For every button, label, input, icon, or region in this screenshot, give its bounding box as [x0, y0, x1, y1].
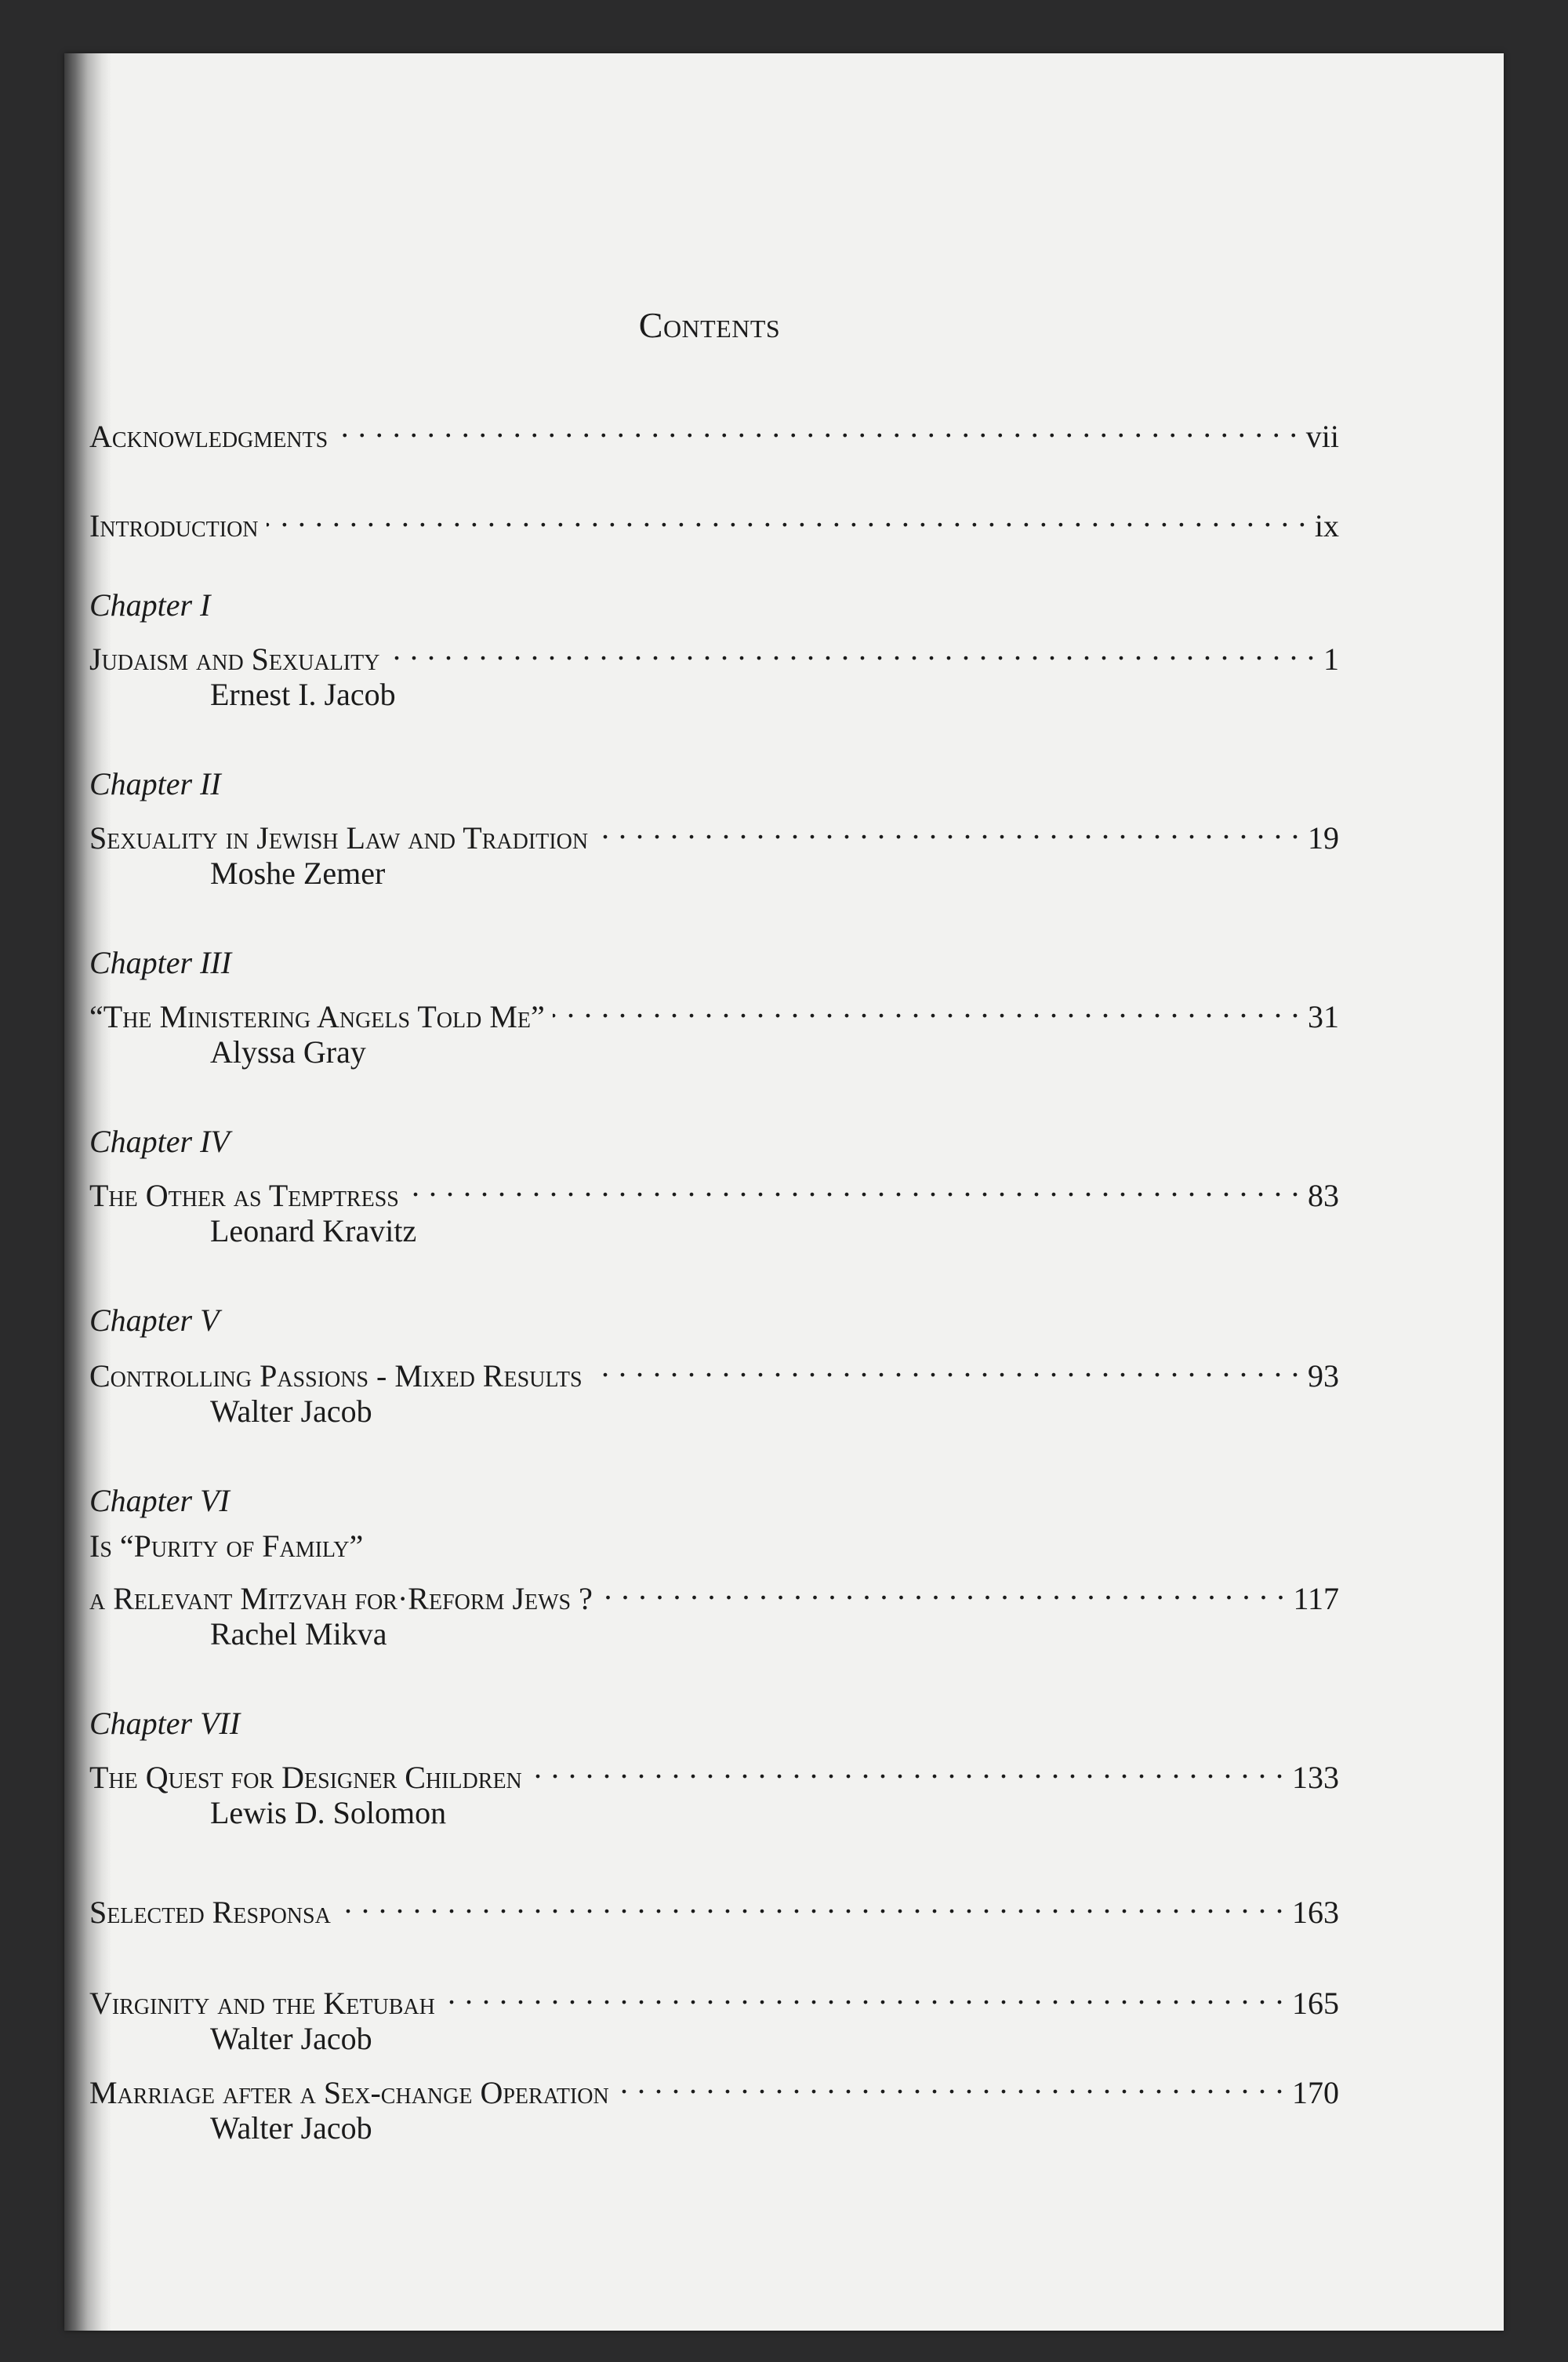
chapter-author: Leonard Kravitz: [210, 1213, 417, 1248]
dot-leader: [530, 1747, 1284, 1788]
dot-leader: [596, 808, 1300, 849]
toc-entry-title: Controlling Passions - Mixed Results: [89, 1358, 583, 1394]
toc-page-number: 133: [1292, 1760, 1339, 1795]
toc-entry-virginity-ketubah[interactable]: [89, 1973, 1339, 2024]
toc-entry-chapter-2[interactable]: [89, 808, 1339, 859]
toc-page-number: 117: [1293, 1581, 1339, 1616]
toc-entry-chapter-7[interactable]: [89, 1747, 1339, 1798]
chapter-label: Chapter I: [89, 587, 211, 623]
dot-leader: [617, 2062, 1284, 2103]
toc-entry-title: Virginity and the Ketubah: [89, 1986, 435, 2021]
toc-page-number: 19: [1308, 820, 1339, 856]
chapter-author: Walter Jacob: [210, 1394, 372, 1429]
dot-leader: [590, 1346, 1300, 1386]
toc-entry-title: The Quest for Designer Children: [89, 1760, 522, 1795]
toc-entry-title: Acknowledgments: [89, 419, 328, 454]
dot-leader: [407, 1165, 1300, 1206]
toc-entry-title: “The Ministering Angels Told Me”: [89, 999, 545, 1034]
responsum-author: Walter Jacob: [210, 2021, 372, 2056]
toc-page-number: 83: [1308, 1178, 1339, 1213]
toc-entry-chapter-1[interactable]: [89, 629, 1339, 680]
toc-page-number: 170: [1292, 2075, 1339, 2110]
toc-page-number: ix: [1314, 508, 1339, 543]
toc-entry-introduction[interactable]: [89, 496, 1339, 547]
toc-page-number: 93: [1308, 1358, 1339, 1394]
toc-entry-title: The Other as Temptress: [89, 1178, 399, 1213]
chapter-author: Rachel Mikva: [210, 1616, 387, 1652]
dot-leader: [267, 496, 1307, 536]
chapter-label: Chapter VII: [89, 1706, 241, 1741]
dot-leader: [339, 1882, 1284, 1923]
dot-leader: [553, 987, 1300, 1027]
toc-entry-chapter-4[interactable]: [89, 1165, 1339, 1216]
dot-leader: [443, 1973, 1284, 2014]
dot-leader: [601, 1568, 1286, 1609]
toc-page-number: 1: [1323, 641, 1339, 677]
chapter-author: Alyssa Gray: [210, 1034, 366, 1070]
chapter-author: Lewis D. Solomon: [210, 1795, 447, 1830]
chapter-author: Ernest I. Jacob: [210, 677, 396, 712]
dot-leader: [336, 406, 1298, 447]
toc-entry-title: a Relevant Mitzvah for·Reform Jews ?: [89, 1581, 593, 1616]
toc-page-number: 163: [1292, 1895, 1339, 1930]
toc-entry-selected-responsa[interactable]: [89, 1882, 1339, 1933]
responsum-author: Walter Jacob: [210, 2110, 372, 2146]
toc-entry-title: Sexuality in Jewish Law and Tradition: [89, 820, 589, 856]
chapter-author: Moshe Zemer: [210, 856, 386, 891]
chapter-label: Chapter IV: [89, 1124, 230, 1159]
chapter-label: Chapter VI: [89, 1483, 230, 1518]
toc-entry-title: Selected Responsa: [89, 1895, 331, 1930]
toc-entry-chapter-3[interactable]: [89, 987, 1339, 1037]
chapter-label: Chapter II: [89, 766, 221, 801]
toc-entry-marriage-sex-change[interactable]: [89, 2062, 1339, 2113]
chapter-label: Chapter V: [89, 1303, 220, 1338]
toc-page-number: 31: [1308, 999, 1339, 1034]
dot-leader: [387, 629, 1316, 670]
toc-entry-chapter-5[interactable]: [89, 1346, 1339, 1397]
chapter-label: Chapter III: [89, 945, 232, 980]
toc-entry-chapter-6[interactable]: [89, 1568, 1339, 1619]
toc-page-number: vii: [1305, 419, 1339, 454]
toc-entry-title: Marriage after a Sex-change Operation: [89, 2075, 609, 2110]
contents-heading: Contents: [638, 305, 781, 345]
toc-entry-title-line-1[interactable]: Is “Purity of Family”: [89, 1528, 364, 1564]
toc-page-number: 165: [1292, 1986, 1339, 2021]
toc-entry-title: Judaism and Sexuality: [89, 641, 380, 677]
toc-entry-title: Introduction: [89, 508, 259, 543]
toc-entry-acknowledgments[interactable]: [89, 406, 1339, 457]
